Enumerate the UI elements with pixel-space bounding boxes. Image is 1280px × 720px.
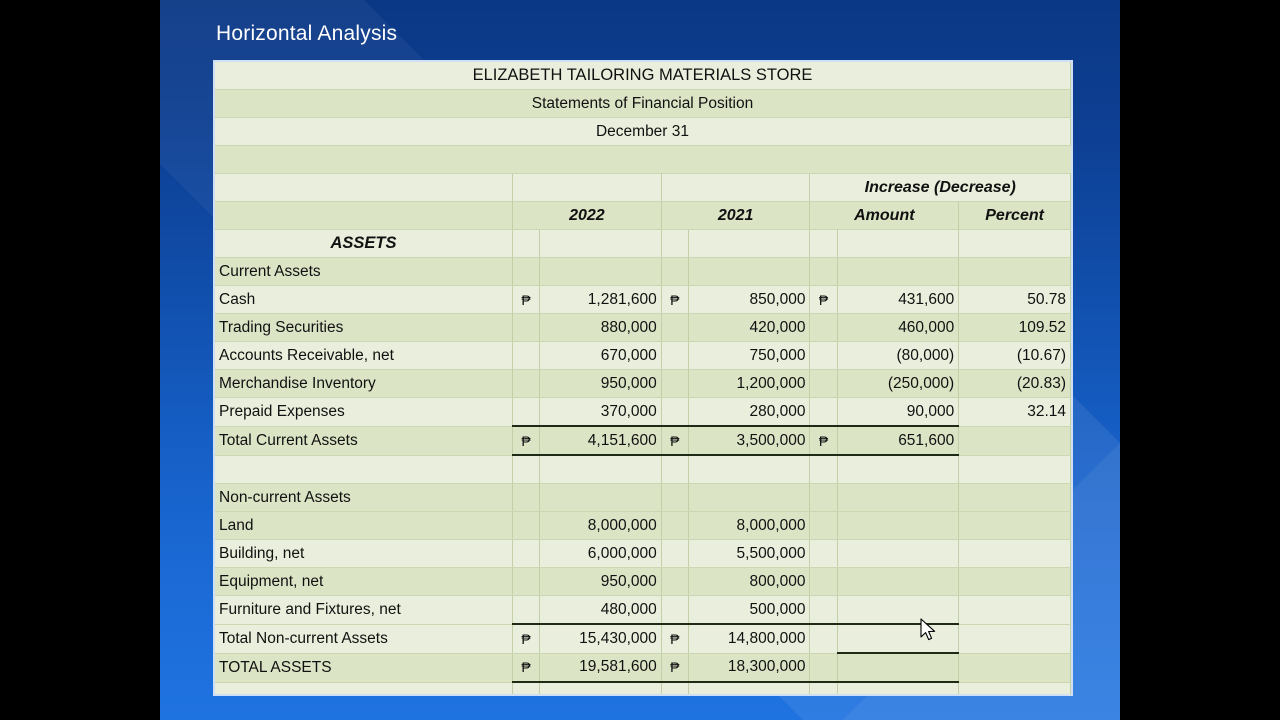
cell-blank	[540, 682, 662, 694]
currency-symbol-2022	[513, 370, 540, 398]
line-item-label: Equipment, net	[215, 568, 513, 596]
currency-symbol-amount	[810, 512, 837, 540]
cell-blank	[540, 455, 662, 484]
currency-symbol-2022: ₱	[513, 624, 540, 653]
cell-blank	[810, 484, 837, 512]
value-2021: 800,000	[688, 568, 810, 596]
currency-symbol-2022	[513, 342, 540, 370]
currency-symbol-2022	[513, 568, 540, 596]
total-noncurrent-assets-amount	[837, 624, 959, 653]
table-row-company	[215, 62, 1071, 90]
currency-symbol-2022: ₱	[513, 653, 540, 682]
total-current-assets-percent	[959, 426, 1071, 455]
total-noncurrent-assets-percent	[959, 624, 1071, 653]
currency-symbol-2022	[513, 512, 540, 540]
value-percent: 50.78	[959, 286, 1071, 314]
value-2021: 750,000	[688, 342, 810, 370]
current-assets-heading: Current Assets	[215, 258, 513, 286]
total-current-assets-2021: 3,500,000	[688, 426, 810, 455]
currency-symbol-amount	[810, 624, 837, 653]
line-item-label: Cash	[215, 286, 513, 314]
value-2022: 880,000	[540, 314, 662, 342]
total-assets-amount	[837, 653, 959, 682]
table-row-spacer-2	[215, 455, 1071, 484]
currency-symbol-amount	[810, 596, 837, 625]
column-header-2021: 2021	[661, 202, 810, 230]
value-percent	[959, 568, 1071, 596]
cell-blank	[837, 258, 959, 286]
spacer-cell	[215, 146, 1071, 174]
currency-symbol-2021	[661, 342, 688, 370]
value-2022: 670,000	[540, 342, 662, 370]
value-percent: (10.67)	[959, 342, 1071, 370]
currency-symbol-2022: ₱	[513, 426, 540, 455]
table-row-noncurrent-assets-heading	[215, 484, 1071, 512]
cell-blank	[959, 484, 1071, 512]
table-row-total-current-assets	[215, 426, 1071, 455]
column-header-amount: Amount	[810, 202, 959, 230]
cell-blank	[540, 258, 662, 286]
currency-symbol-2022	[513, 540, 540, 568]
column-header-2022: 2022	[513, 202, 662, 230]
empty-2022-cell	[513, 174, 662, 202]
currency-symbol-amount	[810, 314, 837, 342]
cell-blank	[810, 230, 837, 258]
table-row-statement	[215, 90, 1071, 118]
line-item-label: Prepaid Expenses	[215, 398, 513, 427]
value-percent: 109.52	[959, 314, 1071, 342]
table-row	[215, 314, 1071, 342]
table-row-current-assets-heading	[215, 258, 1071, 286]
table-row	[215, 398, 1071, 427]
cell-blank	[688, 484, 810, 512]
cell-blank	[661, 484, 688, 512]
value-2022: 950,000	[540, 568, 662, 596]
value-amount	[837, 568, 959, 596]
horizontal-analysis-table	[215, 62, 1071, 694]
total-noncurrent-assets-2022: 15,430,000	[540, 624, 662, 653]
cell-blank	[661, 230, 688, 258]
cell-blank	[959, 455, 1071, 484]
cell-blank	[688, 682, 810, 694]
total-current-assets-label: Total Current Assets	[215, 426, 513, 455]
total-current-assets-amount: 651,600	[837, 426, 959, 455]
statement-period: December 31	[215, 118, 1071, 146]
currency-symbol-2021	[661, 540, 688, 568]
presentation-slide	[160, 0, 1120, 720]
value-2021: 5,500,000	[688, 540, 810, 568]
cell-blank	[513, 484, 540, 512]
cell-blank	[513, 455, 540, 484]
table-row	[215, 568, 1071, 596]
currency-symbol-2021: ₱	[661, 426, 688, 455]
total-assets-percent	[959, 653, 1071, 682]
currency-symbol-amount	[810, 568, 837, 596]
value-amount: (250,000)	[837, 370, 959, 398]
currency-symbol-2021	[661, 314, 688, 342]
empty-label-cell	[215, 202, 513, 230]
value-2021: 280,000	[688, 398, 810, 427]
currency-symbol-amount	[810, 342, 837, 370]
currency-symbol-2021	[661, 568, 688, 596]
currency-symbol-2021	[661, 398, 688, 427]
table-row-total-noncurrent-assets	[215, 624, 1071, 653]
table-row	[215, 286, 1071, 314]
currency-symbol-amount: ₱	[810, 426, 837, 455]
cell-blank	[513, 230, 540, 258]
currency-symbol-amount	[810, 370, 837, 398]
value-percent: 32.14	[959, 398, 1071, 427]
currency-symbol-2022	[513, 596, 540, 625]
currency-symbol-2022	[513, 398, 540, 427]
cell-blank	[688, 258, 810, 286]
currency-symbol-2021: ₱	[661, 286, 688, 314]
table-row-column-headers	[215, 202, 1071, 230]
empty-2021-cell	[661, 174, 810, 202]
slide-title: Horizontal Analysis	[216, 22, 398, 45]
table-row-spacer-1	[215, 146, 1071, 174]
value-percent	[959, 540, 1071, 568]
value-2021: 1,200,000	[688, 370, 810, 398]
currency-symbol-amount	[810, 540, 837, 568]
cell-blank	[810, 258, 837, 286]
cell-blank	[540, 484, 662, 512]
value-2022: 480,000	[540, 596, 662, 625]
value-amount	[837, 512, 959, 540]
currency-symbol-2022: ₱	[513, 286, 540, 314]
cell-blank	[688, 455, 810, 484]
noncurrent-assets-heading: Non-current Assets	[215, 484, 513, 512]
assets-heading: ASSETS	[215, 230, 513, 258]
cell-blank	[215, 455, 513, 484]
value-2021: 8,000,000	[688, 512, 810, 540]
line-item-label: Accounts Receivable, net	[215, 342, 513, 370]
table-row-assets-heading	[215, 230, 1071, 258]
currency-symbol-2021	[661, 512, 688, 540]
total-assets-2022: 19,581,600	[540, 653, 662, 682]
currency-symbol-amount	[810, 398, 837, 427]
value-percent	[959, 596, 1071, 625]
line-item-label: Merchandise Inventory	[215, 370, 513, 398]
cell-blank	[959, 230, 1071, 258]
table-row	[215, 342, 1071, 370]
currency-symbol-2021	[661, 596, 688, 625]
currency-symbol-amount	[810, 653, 837, 682]
value-2022: 6,000,000	[540, 540, 662, 568]
cell-blank	[959, 258, 1071, 286]
value-2022: 8,000,000	[540, 512, 662, 540]
value-2022: 950,000	[540, 370, 662, 398]
cell-blank	[959, 682, 1071, 694]
currency-symbol-amount: ₱	[810, 286, 837, 314]
table-row-group-header	[215, 174, 1071, 202]
cell-blank	[661, 258, 688, 286]
cell-blank	[837, 455, 959, 484]
cell-blank	[215, 682, 513, 694]
total-assets-label: TOTAL ASSETS	[215, 653, 513, 682]
value-amount: 431,600	[837, 286, 959, 314]
line-item-label: Land	[215, 512, 513, 540]
value-amount: 460,000	[837, 314, 959, 342]
value-2022: 370,000	[540, 398, 662, 427]
cell-blank	[837, 682, 959, 694]
cell-blank	[661, 455, 688, 484]
total-noncurrent-assets-label: Total Non-current Assets	[215, 624, 513, 653]
line-item-label: Trading Securities	[215, 314, 513, 342]
currency-symbol-2022	[513, 314, 540, 342]
value-amount	[837, 540, 959, 568]
value-amount: 90,000	[837, 398, 959, 427]
statement-name: Statements of Financial Position	[215, 90, 1071, 118]
table-row	[215, 370, 1071, 398]
value-2021: 850,000	[688, 286, 810, 314]
value-percent: (20.83)	[959, 370, 1071, 398]
cell-blank	[810, 682, 837, 694]
value-amount	[837, 596, 959, 625]
table-row	[215, 512, 1071, 540]
cell-blank	[513, 682, 540, 694]
value-2021: 420,000	[688, 314, 810, 342]
value-2022: 1,281,600	[540, 286, 662, 314]
column-header-percent: Percent	[959, 202, 1071, 230]
cell-blank	[837, 484, 959, 512]
total-noncurrent-assets-2021: 14,800,000	[688, 624, 810, 653]
financial-statement-worksheet	[215, 62, 1071, 694]
cell-blank	[810, 455, 837, 484]
line-item-label: Building, net	[215, 540, 513, 568]
table-row	[215, 596, 1071, 625]
value-amount: (80,000)	[837, 342, 959, 370]
cell-blank	[837, 230, 959, 258]
currency-symbol-2021	[661, 370, 688, 398]
total-assets-2021: 18,300,000	[688, 653, 810, 682]
cell-blank	[540, 230, 662, 258]
line-item-label: Furniture and Fixtures, net	[215, 596, 513, 625]
currency-symbol-2021: ₱	[661, 624, 688, 653]
value-percent	[959, 512, 1071, 540]
total-current-assets-2022: 4,151,600	[540, 426, 662, 455]
value-2021: 500,000	[688, 596, 810, 625]
currency-symbol-2021: ₱	[661, 653, 688, 682]
cell-blank	[513, 258, 540, 286]
table-row-closing-rule	[215, 682, 1071, 694]
cell-blank	[661, 682, 688, 694]
increase-decrease-header: Increase (Decrease)	[810, 174, 1071, 202]
table-row-total-assets	[215, 653, 1071, 682]
empty-label-cell	[215, 174, 513, 202]
table-row	[215, 540, 1071, 568]
cell-blank	[688, 230, 810, 258]
company-name: ELIZABETH TAILORING MATERIALS STORE	[215, 62, 1071, 90]
table-row-period	[215, 118, 1071, 146]
